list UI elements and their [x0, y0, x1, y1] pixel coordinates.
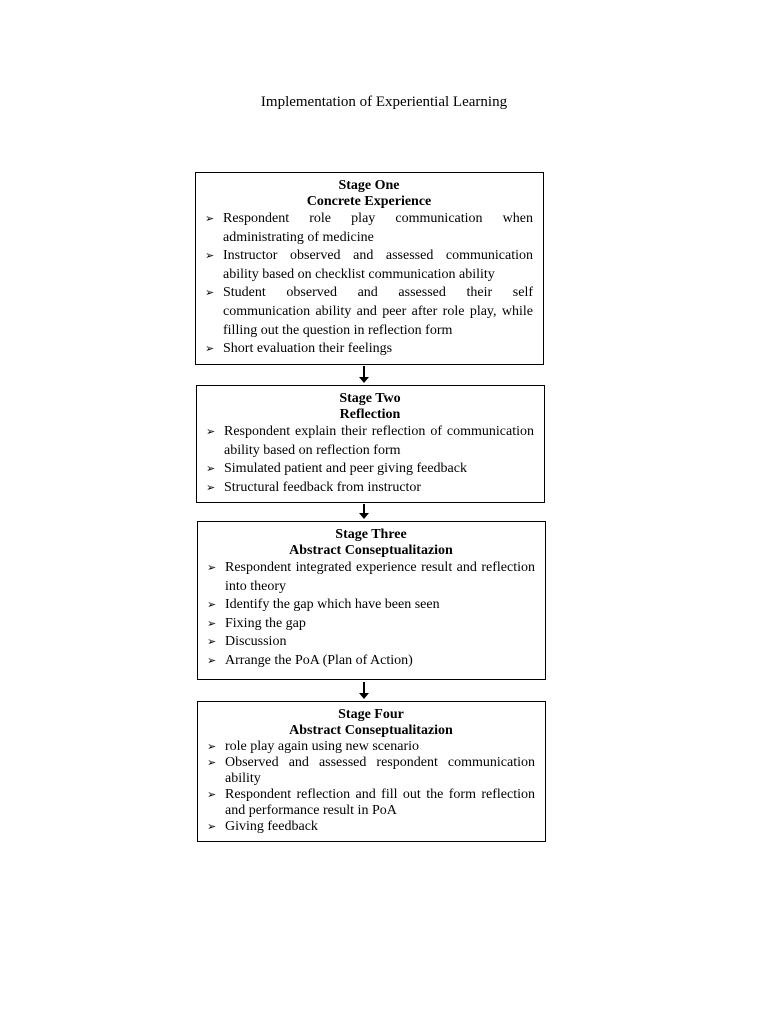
list-item: ➢ Short evaluation their feelings [205, 340, 533, 359]
stage-three-name: Abstract Conseptualitazion [289, 543, 453, 558]
arrow-bullet-icon: ➢ [207, 561, 217, 574]
list-item: ➢ Arrange the PoA (Plan of Action) [207, 652, 535, 671]
list-item: ➢ Discussion [207, 633, 535, 652]
list-item: ➢ Respondent integrated experience result and reflection into theory [207, 560, 535, 594]
flow-arrow-3 [359, 682, 369, 700]
arrow-bullet-icon: ➢ [207, 653, 217, 667]
stage-four-box [197, 701, 546, 842]
arrow-bullet-icon: ➢ [207, 616, 217, 630]
page-title: Implementation of Experiential Learning [260, 94, 508, 110]
stage-four-label: Stage Four [338, 707, 404, 722]
list-item: ➢ Giving feedback [207, 819, 318, 834]
flow-arrow-1 [359, 366, 369, 384]
list-item: ➢ Instructor observed and assessed communication ability based on checklist communication ability [205, 248, 533, 282]
arrow-bullet-icon: ➢ [206, 462, 216, 476]
arrow-bullet-icon: ➢ [207, 756, 217, 769]
list-item: ➢ Fixing the gap [207, 615, 535, 634]
stage-one-name: Concrete Experience [306, 194, 432, 209]
arrow-bullet-icon: ➢ [207, 788, 217, 801]
arrow-bullet-icon: ➢ [205, 249, 215, 263]
stage-one-box [195, 172, 544, 365]
list-item: ➢ Structural feedback from instructor [206, 479, 534, 498]
list-item: ➢ Respondent explain their reflection of communication ability based on reflection form [206, 424, 534, 458]
stage-two-name: Reflection [339, 407, 401, 422]
list-item: ➢ Student observed and assessed their self communication ability and peer after role play, while filling out the question in reflection form [205, 285, 533, 338]
arrow-bullet-icon: ➢ [206, 480, 216, 494]
stage-three-label: Stage Three [335, 527, 407, 542]
stage-one-label: Stage One [338, 178, 400, 193]
arrow-bullet-icon: ➢ [207, 820, 217, 833]
list-item: ➢ Respondent role play communication when administrating of medicine [205, 211, 533, 245]
arrow-bullet-icon: ➢ [207, 635, 217, 649]
stage-two-label: Stage Two [339, 391, 401, 406]
list-item: ➢ Simulated patient and peer giving feedback [206, 460, 534, 479]
arrow-bullet-icon: ➢ [206, 425, 216, 438]
list-item: ➢ Identify the gap which have been seen [207, 596, 535, 615]
arrow-bullet-icon: ➢ [207, 598, 217, 612]
list-item: ➢ Observed and assessed respondent communication ability [207, 755, 535, 786]
arrow-bullet-icon: ➢ [205, 212, 215, 225]
arrow-bullet-icon: ➢ [205, 342, 215, 356]
stage-three-box [197, 521, 546, 680]
stage-two-box [196, 385, 545, 503]
flow-arrow-2 [359, 504, 369, 520]
list-item: ➢ Respondent reflection and fill out the form reflection and performance result in PoA [207, 787, 535, 818]
arrow-bullet-icon: ➢ [205, 286, 215, 300]
list-item: ➢ role play again using new scenario [207, 739, 419, 754]
arrow-bullet-icon: ➢ [207, 740, 217, 753]
stage-four-name: Abstract Conseptualitazion [289, 723, 453, 738]
